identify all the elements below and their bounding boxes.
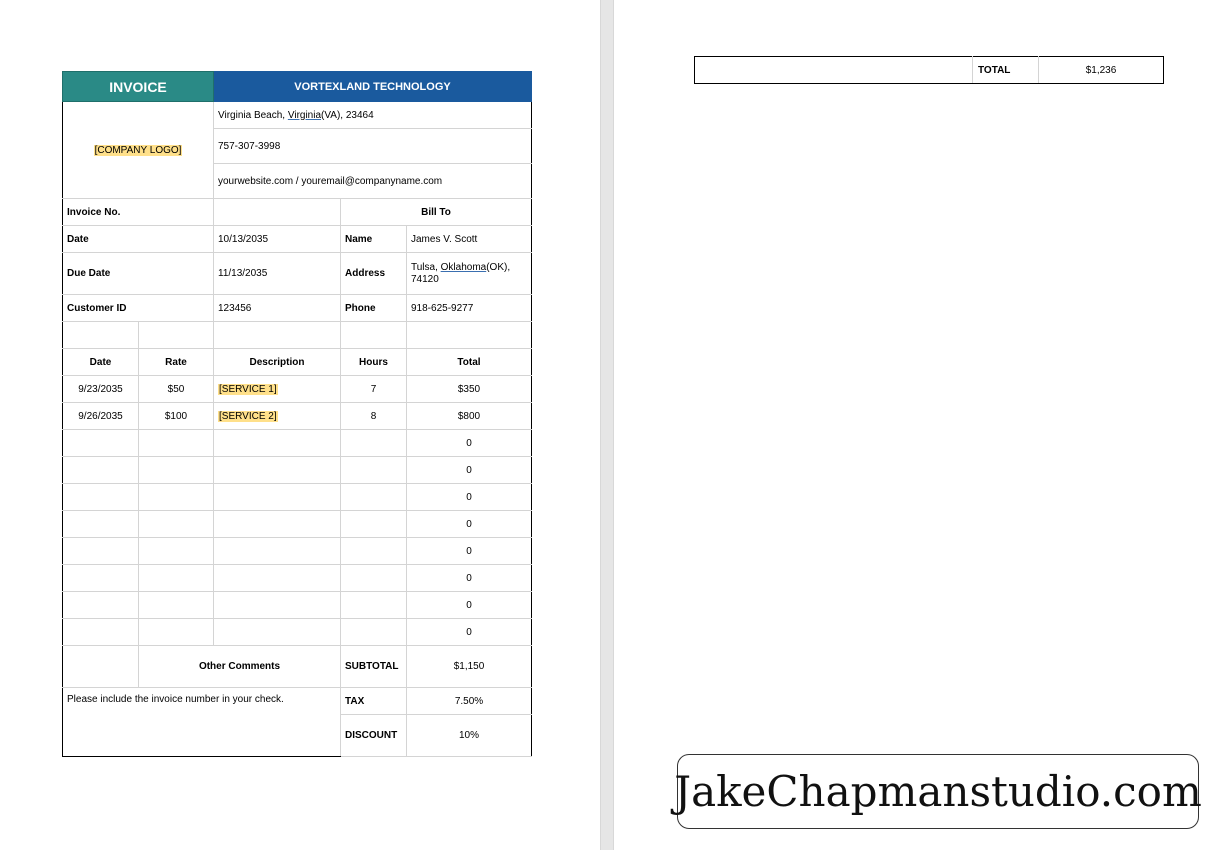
bill-to-title: Bill To (341, 199, 532, 226)
item-hours[interactable] (341, 592, 407, 619)
item-description[interactable] (214, 565, 341, 592)
company-name: VORTEXLAND TECHNOLOGY (214, 72, 532, 102)
table-row (63, 430, 532, 457)
watermark: JakeChapmanstudio.com (677, 754, 1199, 829)
table-row (63, 376, 532, 403)
bill-to-phone-label: Phone (341, 295, 407, 322)
item-rate[interactable] (139, 430, 214, 457)
page-gutter (600, 0, 614, 850)
item-hours[interactable] (341, 457, 407, 484)
item-total: $800 (407, 403, 532, 430)
col-header-date: Date (63, 349, 139, 376)
item-rate[interactable]: $50 (139, 376, 214, 403)
company-logo-placeholder: [COMPANY LOGO] (94, 144, 182, 156)
tax-label: TAX (341, 688, 407, 715)
discount-value[interactable]: 10% (407, 715, 532, 757)
table-row (63, 619, 532, 646)
col-header-total: Total (407, 349, 532, 376)
invoice-title: INVOICE (63, 72, 214, 102)
spacer-cell (139, 322, 214, 349)
comments-text[interactable]: Please include the invoice number in your check. (63, 688, 341, 757)
item-hours[interactable] (341, 511, 407, 538)
table-row (63, 565, 532, 592)
item-rate[interactable] (139, 538, 214, 565)
table-row (63, 403, 532, 430)
item-description[interactable] (214, 592, 341, 619)
customer-id-label: Customer ID (63, 295, 214, 322)
item-date[interactable] (63, 484, 139, 511)
table-row (63, 484, 532, 511)
item-hours[interactable] (341, 484, 407, 511)
item-hours[interactable] (341, 565, 407, 592)
item-date[interactable]: 9/26/2035 (63, 403, 139, 430)
invoice-date-value[interactable]: 10/13/2035 (214, 226, 341, 253)
item-date[interactable] (63, 538, 139, 565)
invoice-page-1 (0, 0, 600, 850)
item-date[interactable] (63, 511, 139, 538)
item-date[interactable] (63, 619, 139, 646)
item-rate[interactable] (139, 457, 214, 484)
item-description[interactable]: [SERVICE 1] (214, 376, 341, 403)
tax-value[interactable]: 7.50% (407, 688, 532, 715)
item-rate[interactable]: $100 (139, 403, 214, 430)
item-hours[interactable]: 8 (341, 403, 407, 430)
item-date[interactable]: 9/23/2035 (63, 376, 139, 403)
item-total: 0 (407, 538, 532, 565)
table-row (63, 538, 532, 565)
bill-to-address-value[interactable]: Tulsa, Oklahoma(OK), 74120 (407, 253, 532, 295)
item-hours[interactable]: 7 (341, 376, 407, 403)
item-total: $350 (407, 376, 532, 403)
items-header-row (63, 349, 532, 376)
item-total: 0 (407, 619, 532, 646)
item-total: 0 (407, 457, 532, 484)
col-header-rate: Rate (139, 349, 214, 376)
other-comments-label: Other Comments (139, 646, 341, 688)
invoice-number-value[interactable] (214, 199, 341, 226)
spacer-cell (341, 322, 407, 349)
subtotal-label: SUBTOTAL (341, 646, 407, 688)
item-description[interactable]: [SERVICE 2] (214, 403, 341, 430)
col-header-description: Description (214, 349, 341, 376)
item-total: 0 (407, 430, 532, 457)
item-description[interactable] (214, 484, 341, 511)
item-date[interactable] (63, 430, 139, 457)
item-description[interactable] (214, 538, 341, 565)
item-description[interactable] (214, 511, 341, 538)
total-table (694, 56, 1164, 84)
item-description[interactable] (214, 619, 341, 646)
item-hours[interactable] (341, 430, 407, 457)
item-rate[interactable] (139, 484, 214, 511)
item-rate[interactable] (139, 565, 214, 592)
item-description[interactable] (214, 457, 341, 484)
item-total: 0 (407, 511, 532, 538)
invoice-table (62, 71, 532, 757)
invoice-date-label: Date (63, 226, 214, 253)
company-phone: 757-307-3998 (214, 129, 532, 164)
col-header-hours: Hours (341, 349, 407, 376)
company-address: Virginia Beach, Virginia(VA), 23464 (214, 102, 532, 129)
table-row (63, 511, 532, 538)
total-label: TOTAL (973, 57, 1039, 84)
item-description[interactable] (214, 430, 341, 457)
item-hours[interactable] (341, 538, 407, 565)
spacer-cell (63, 322, 139, 349)
total-spacer (695, 57, 973, 84)
subtotal-value: $1,150 (407, 646, 532, 688)
invoice-number-label: Invoice No. (63, 199, 214, 226)
discount-label: DISCOUNT (341, 715, 407, 757)
table-row (63, 592, 532, 619)
item-total: 0 (407, 484, 532, 511)
item-date[interactable] (63, 565, 139, 592)
item-hours[interactable] (341, 619, 407, 646)
table-row (63, 457, 532, 484)
item-rate[interactable] (139, 592, 214, 619)
spacer-cell (407, 322, 532, 349)
company-web-email: yourwebsite.com / youremail@companyname.com (214, 164, 532, 199)
item-rate[interactable] (139, 511, 214, 538)
bill-to-name-label: Name (341, 226, 407, 253)
spacer-cell (214, 322, 341, 349)
item-date[interactable] (63, 592, 139, 619)
item-date[interactable] (63, 457, 139, 484)
due-date-value[interactable]: 11/13/2035 (214, 253, 341, 295)
bill-to-phone-value[interactable]: 918-625-9277 (407, 295, 532, 322)
total-value: $1,236 (1039, 57, 1164, 84)
due-date-label: Due Date (63, 253, 214, 295)
item-rate[interactable] (139, 619, 214, 646)
bill-to-name-value[interactable]: James V. Scott (407, 226, 532, 253)
logo-cell (63, 102, 214, 199)
customer-id-value[interactable]: 123456 (214, 295, 341, 322)
comments-spacer (63, 646, 139, 688)
item-total: 0 (407, 592, 532, 619)
bill-to-address-label: Address (341, 253, 407, 295)
invoice-page-2 (614, 0, 1220, 850)
item-total: 0 (407, 565, 532, 592)
